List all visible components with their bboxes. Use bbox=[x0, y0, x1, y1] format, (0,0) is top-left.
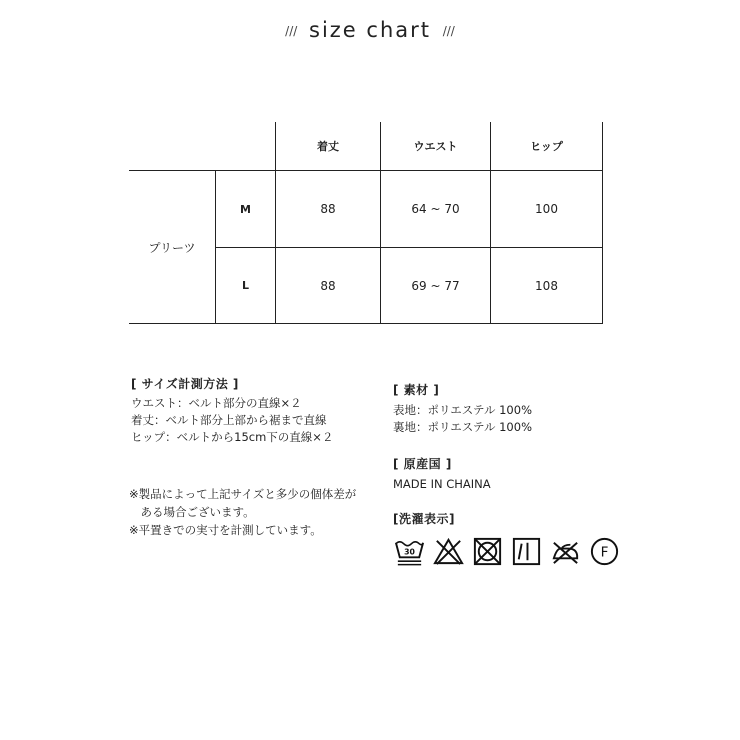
measure-line: 着丈：ベルト部分上部から裾まで直線 bbox=[131, 413, 327, 427]
no-tumble-dry-icon bbox=[471, 535, 504, 568]
material-section bbox=[393, 382, 532, 436]
measure-line: ヒップ：ベルトから15cm下の直線×２ bbox=[131, 430, 334, 444]
note-line: ある場合ございます。 bbox=[129, 505, 255, 519]
line-dry-icon bbox=[510, 535, 543, 568]
wash-temp-label: 30 bbox=[404, 547, 415, 557]
origin-section bbox=[393, 456, 491, 493]
table-cell: 69 ~ 77 bbox=[411, 278, 460, 293]
care-heading: [洗濯表示] bbox=[393, 512, 455, 526]
origin-heading: [ 原産国 ] bbox=[393, 457, 452, 471]
no-bleach-icon bbox=[432, 535, 465, 568]
title-deco-right: /// bbox=[442, 24, 455, 38]
notes-section bbox=[129, 485, 356, 539]
care-icons bbox=[393, 535, 621, 568]
product-label: プリーツ bbox=[148, 240, 196, 255]
size-label: M bbox=[240, 202, 251, 216]
title-text: size chart bbox=[309, 18, 431, 42]
wash-30-icon bbox=[393, 535, 426, 568]
table-cell: 100 bbox=[535, 202, 558, 216]
measure-heading: [ サイズ計測方法 ] bbox=[131, 377, 239, 391]
column-header: ウエスト bbox=[413, 140, 458, 153]
no-iron-icon bbox=[549, 535, 582, 568]
origin-value: MADE IN CHAINA bbox=[393, 477, 491, 491]
table-cell: 108 bbox=[535, 278, 558, 293]
table-line bbox=[129, 323, 603, 324]
material-line: 表地：ポリエステル 100% bbox=[393, 403, 532, 417]
note-line: ※製品によって上記サイズと多少の個体差が bbox=[129, 487, 357, 501]
measure-section bbox=[131, 376, 333, 446]
material-line: 裏地：ポリエステル 100% bbox=[393, 420, 532, 434]
note-line: ※平置きでの実寸を計測しています。 bbox=[129, 523, 322, 537]
column-header: ヒップ bbox=[530, 140, 563, 153]
material-heading: [ 素材 ] bbox=[393, 383, 440, 397]
table-cell: 88 bbox=[320, 278, 336, 293]
table-line bbox=[602, 122, 603, 324]
care-section bbox=[393, 511, 455, 528]
table-cell: 64 ~ 70 bbox=[411, 202, 460, 216]
table-cell: 88 bbox=[320, 202, 336, 216]
dry-clean-f-icon bbox=[588, 535, 621, 568]
title-deco-left: /// bbox=[285, 24, 298, 38]
size-label: L bbox=[241, 279, 249, 292]
dry-clean-letter: F bbox=[600, 544, 609, 561]
page-title bbox=[0, 18, 740, 42]
measure-line: ウエスト：ベルト部分の直線×２ bbox=[131, 396, 302, 410]
column-header: 着丈 bbox=[317, 140, 339, 153]
